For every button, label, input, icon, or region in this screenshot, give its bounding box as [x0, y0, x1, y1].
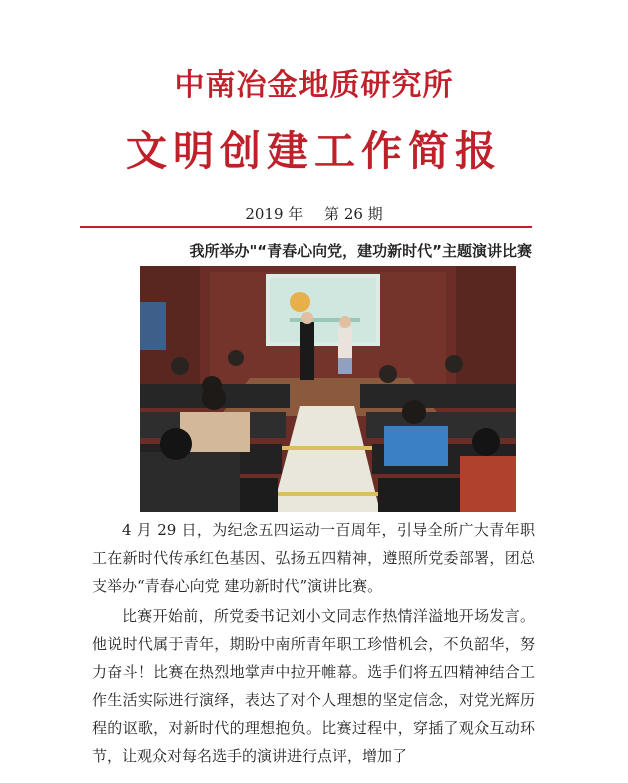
paragraph: 4 月 29 日，为纪念五四运动一百周年，引导全所广大青年职工在新时代传承红色基因、弘扬五四精神，遵照所党委部署，团总支举办“青春心向党 建功新时代”演讲比赛。: [92, 521, 535, 595]
newsletter-title: 文明创建工作简报: [126, 127, 502, 175]
article-body: [92, 516, 535, 770]
issue-year: 2019 年: [245, 205, 304, 223]
article-headline: 我所举办"“青春心向党，建功新时代”主题演讲比赛: [189, 242, 532, 260]
event-photo: [140, 266, 516, 512]
issue-number: 第 26 期: [324, 205, 383, 223]
header-divider: [80, 226, 532, 228]
organization-title: 中南冶金地质研究所: [174, 68, 454, 103]
issue-line: [0, 203, 628, 224]
paragraph: 比赛开始前，所党委书记刘小文同志作热情洋溢地开场发言。他说时代属于青年，期盼中南所青年职工珍惜机会，不负韶华，努力奋斗！比赛在热烈地掌声中拉开帷幕。选手们将五四精神结合工作生活实际进行演绎，表达了对个人理想的坚定信念，对党光辉历程的讴歌，对新时代的理想抱负。比赛过程中，穿插了观众互动环节，让观众对每名选手的演讲进行点评，增加了: [92, 607, 535, 765]
